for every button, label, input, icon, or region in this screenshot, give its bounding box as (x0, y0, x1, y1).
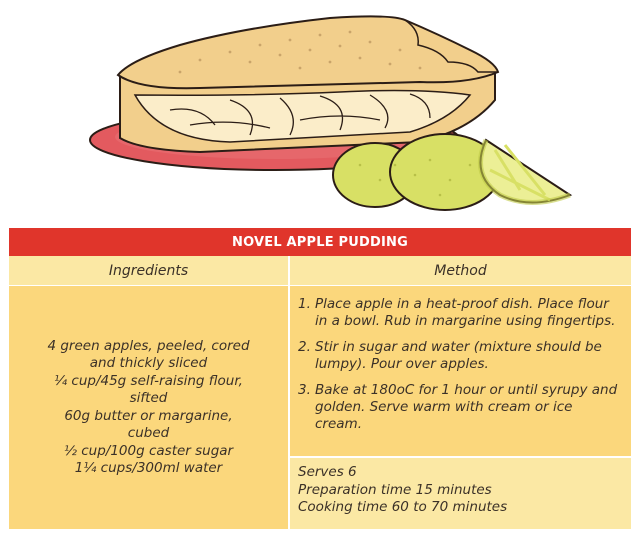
ingredient-line: ¼ cup/45g self-raising flour, (54, 372, 243, 389)
step-text: Stir in sugar and water (mixture should be lumpy). Pour over apples. (315, 339, 602, 372)
ingredients-header: Ingredients (9, 256, 290, 285)
step-number: 3. (298, 382, 311, 398)
serving-info (290, 458, 631, 529)
recipe-title: NOVEL APPLE PUDDING (9, 228, 631, 256)
prep-time: Preparation time 15 minutes (298, 481, 492, 498)
cook-time: Cooking time 60 to 70 minutes (298, 499, 508, 515)
ingredient-line: sifted (129, 390, 168, 406)
ingredient-line: 60g butter or margarine, (64, 407, 233, 424)
step-number: 2. (298, 339, 311, 355)
ingredients-list (47, 338, 249, 478)
method-panel (290, 286, 631, 458)
step-text: Place apple in a heat-proof dish. Place flour in a bowl. Rub in margarine using fingertips. (315, 296, 616, 329)
method-step (298, 339, 623, 373)
method-step (298, 382, 623, 433)
ingredient-line: 1¼ cups/300ml water (74, 460, 223, 476)
method-column (290, 286, 631, 529)
ingredient-line: ½ cup/100g caster sugar (63, 442, 234, 459)
ingredient-line: and thickly sliced (89, 355, 208, 371)
recipe-body (9, 286, 631, 529)
lemon-slice (480, 140, 570, 203)
ingredient-line: 4 green apples, peeled, cored (47, 337, 250, 354)
serves-text: Serves 6 (298, 464, 357, 480)
ingredient-line: cubed (127, 425, 170, 441)
ingredients-panel (9, 286, 290, 529)
method-step (298, 296, 623, 330)
column-headers (9, 256, 631, 286)
step-text: Bake at 180oC for 1 hour or until syrupy and golden. Serve warm with cream or ice cream. (315, 382, 618, 432)
apple-pie-illustration (0, 0, 636, 220)
method-steps (298, 296, 623, 433)
recipe-card (9, 228, 631, 528)
step-number: 1. (298, 296, 311, 312)
method-header: Method (290, 256, 631, 285)
